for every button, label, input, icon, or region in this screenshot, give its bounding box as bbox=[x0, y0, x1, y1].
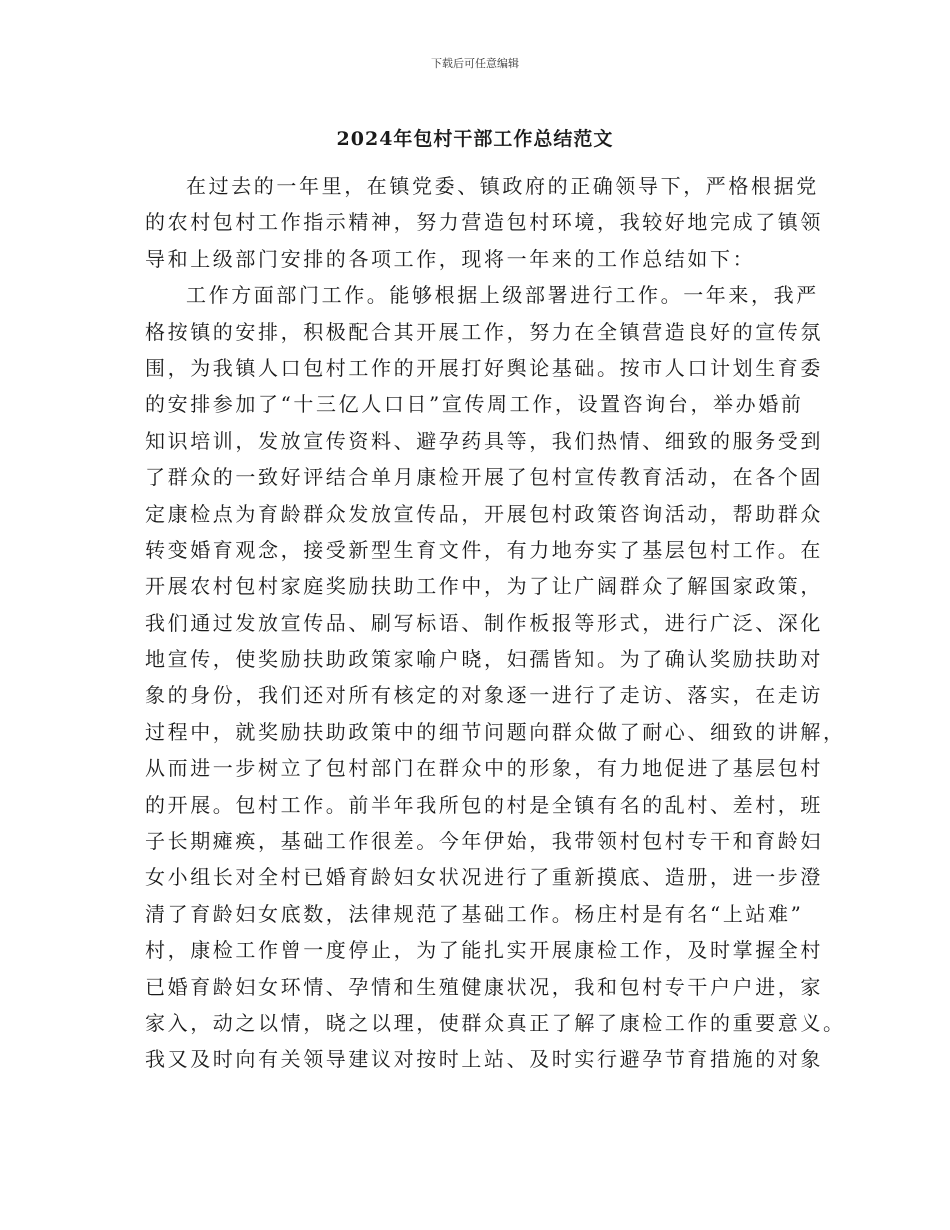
text-line: 从而进一步树立了包村部门在群众中的形象，有力地促进了基层包村 bbox=[145, 756, 823, 781]
text-line: 过程中，就奖励扶助政策中的细节问题向群众做了耐心、细致的讲解， bbox=[145, 719, 846, 744]
document-body bbox=[145, 168, 846, 1078]
header-note: 下载后可任意编辑 bbox=[431, 57, 519, 70]
text-line: 的开展。包村工作。前半年我所包的村是全镇有名的乱村、差村，班 bbox=[145, 792, 823, 817]
document-title: 2024年包村干部工作总结范文 bbox=[336, 128, 614, 150]
text-line: 女小组长对全村已婚育龄妇女状况进行了重新摸底、造册，进一步澄 bbox=[145, 865, 823, 890]
text-line: 格按镇的安排，积极配合其开展工作，努力在全镇营造良好的宣传氛 bbox=[145, 319, 823, 344]
text-line: 我们通过发放宣传品、刷写标语、制作板报等形式，进行广泛、深化 bbox=[145, 610, 823, 635]
paragraph bbox=[145, 168, 825, 277]
text-line: 定康检点为育龄群众发放宣传品，开展包村政策咨询活动，帮助群众 bbox=[145, 501, 823, 526]
text-line: 围，为我镇人口包村工作的开展打好舆论基础。按市人口计划生育委 bbox=[145, 355, 823, 380]
text-line: 已婚育龄妇女环情、孕情和生殖健康状况，我和包村专干户户进，家 bbox=[145, 974, 823, 999]
text-line: 转变婚育观念，接受新型生育文件，有力地夯实了基层包村工作。在 bbox=[145, 537, 823, 562]
text-line: 我又及时向有关领导建议对按时上站、及时实行避孕节育措施的对象 bbox=[145, 1047, 823, 1072]
text-line: 子长期瘫痪，基础工作很差。今年伊始，我带领村包村专干和育龄妇 bbox=[145, 829, 823, 854]
text-line: 的安排参加了“十三亿人口日”宣传周工作，设置咨询台，举办婚前 bbox=[145, 392, 804, 417]
text-line: 了群众的一致好评结合单月康检开展了包村宣传教育活动，在各个固 bbox=[145, 465, 823, 490]
text-line: 象的身份，我们还对所有核定的对象逐一进行了走访、落实，在走访 bbox=[145, 683, 823, 708]
text-line: 家入，动之以情，晓之以理，使群众真正了解了康检工作的重要意义。 bbox=[145, 1010, 846, 1035]
paragraph bbox=[145, 277, 846, 1078]
text-line: 地宣传，使奖励扶助政策家喻户晓，妇孺皆知。为了确认奖励扶助对 bbox=[145, 647, 823, 672]
text-line: 清了育龄妇女底数，法律规范了基础工作。杨庄村是有名“上站难” bbox=[145, 901, 804, 926]
text-line: 开展农村包村家庭奖励扶助工作中，为了让广阔群众了解国家政策， bbox=[145, 574, 823, 599]
text-line: 知识培训，发放宣传资料、避孕药具等，我们热情、细致的服务受到 bbox=[145, 428, 823, 453]
text-line: 村，康检工作曾一度停止，为了能扎实开展康检工作，及时掌握全村 bbox=[145, 938, 823, 963]
text-line: 导和上级部门安排的各项工作，现将一年来的工作总结如下： bbox=[145, 246, 756, 271]
text-line: 的农村包村工作指示精神，努力营造包村环境，我较好地完成了镇领 bbox=[145, 210, 823, 235]
text-line: 在过去的一年里，在镇党委、镇政府的正确领导下，严格根据党 bbox=[186, 174, 819, 198]
text-line: 工作方面部门工作。能够根据上级部署进行工作。一年来，我严 bbox=[186, 283, 819, 308]
